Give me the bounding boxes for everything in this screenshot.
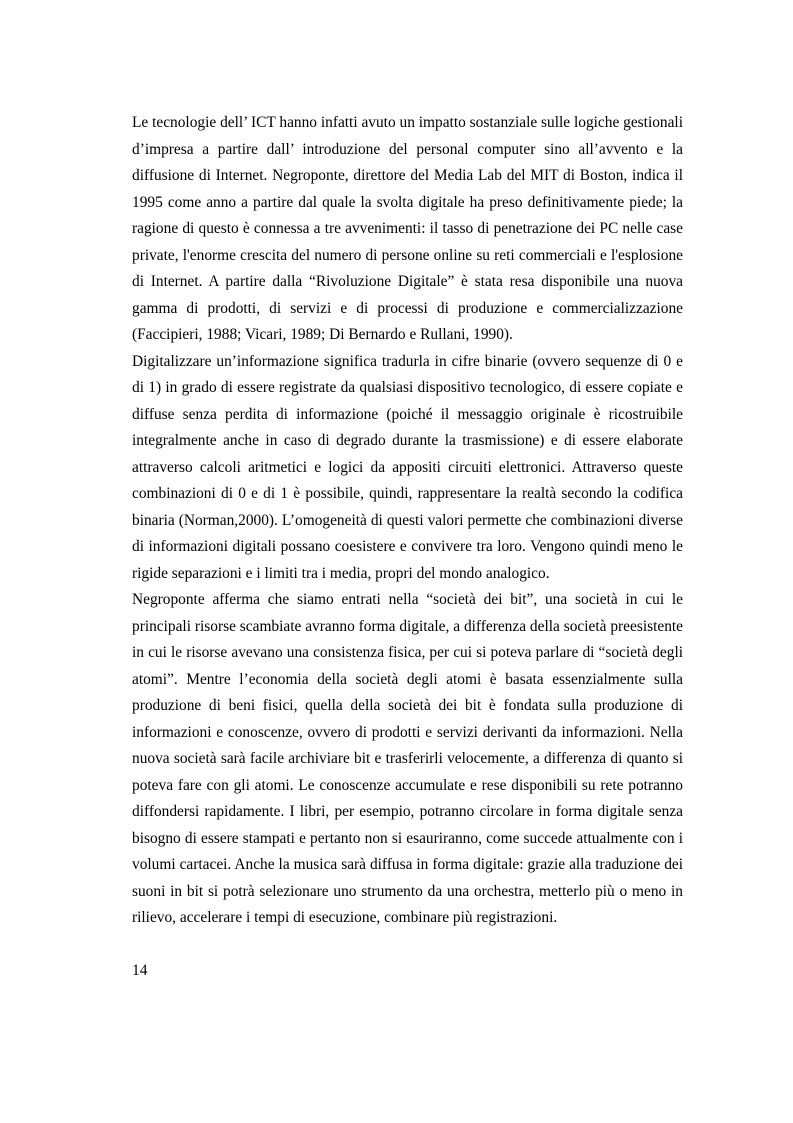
paragraph-society-of-bits: Negroponte afferma che siamo entrati nella “società dei bit”, una società in cui le principali risorse scambiate avranno forma digitale, a differenza della società preesistente in cui le risorse avevano una consistenza fisica, per cui si poteva parlare di “società degli atomi”. Mentre l’economia della società degli atomi è basata essenzialmente sulla produzione di beni fisici, quella della società dei bit è fondata sulla produzione di informazioni e conoscenze, ovvero di prodotti e servizi derivanti da informazioni. Nella nuova società sarà facile archiviare bit e trasferirli velocemente, a differenza di quanto si poteva fare con gli atomi. Le conoscenze accumulate e rese disponibili su rete potranno diffondersi rapidamente. I libri, per esempio, potranno circolare in forma digitale senza bisogno di essere stampati e pertanto non si esauriranno, come succede attualmente con i volumi cartacei. Anche la musica sarà diffusa in forma digitale: grazie alla traduzione dei suoni in bit si potrà selezionare uno strumento da una orchestra, metterlo più o meno in rilievo, accelerare i tempi di esecuzione, combinare più registrazioni.: [132, 591, 683, 926]
paragraph-ict-impact: Le tecnologie dell’ ICT hanno infatti avuto un impatto sostanziale sulle logiche gestionali d’impresa a partire dall’ introduzione del personal computer sino all’avvento e la diffusione di Internet. Negroponte, direttore del Media Lab del MIT di Boston, indica il 1995 come anno a partire dal quale la svolta digitale ha preso definitivamente piede; la ragione di questo è connessa a tre avvenimenti: il tasso di penetrazione dei PC nelle case private, l'enorme crescita del numero di persone online su reti commerciali e l'esplosione di Internet. A partire dalla “Rivoluzione Digitale” è stata resa disponibile una nuova gamma di prodotti, di servizi e di processi di produzione e commercializzazione (Faccipieri, 1988; Vicari, 1989; Di Bernardo e Rullani, 1990).: [132, 114, 683, 343]
paragraph-digitalization: Digitalizzare un’informazione significa tradurla in cifre binarie (ovvero sequenze di 0 e di 1) in grado di essere registrate da qualsiasi dispositivo tecnologico, di essere copiate e diffuse senza perdita di informazione (poiché il messaggio originale è ricostruibile integralmente anche in caso di degrado durante la trasmissione) e di essere elaborate attraverso calcoli aritmetici e logici da appositi circuiti elettronici. Attraverso queste combinazioni di 0 e di 1 è possibile, quindi, rappresentare la realtà secondo la codifica binaria (Norman,2000). L’omogeneità di questi valori permette che combinazioni diverse di informazioni digitali possano coesistere e convivere tra loro. Vengono quindi meno le rigide separazioni e i limiti tra i media, propri del mondo analogico.: [132, 352, 683, 582]
page-number: 14: [132, 962, 148, 979]
body-text: [132, 110, 683, 932]
